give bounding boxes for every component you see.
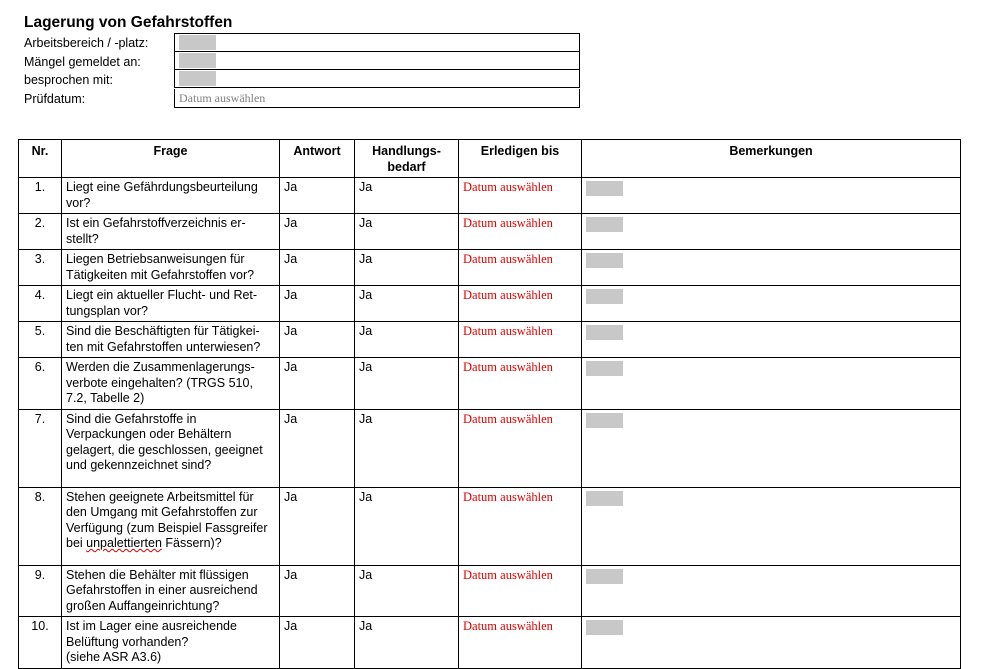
text-input-placeholder[interactable] [586,620,623,635]
remarks-field[interactable] [582,487,961,565]
question-text [62,487,280,565]
remarks-field[interactable] [582,250,961,286]
column-header-bemerkungen: Bemerkungen [582,140,961,178]
row-number: 3. [19,250,62,286]
row-number: 6. [19,358,62,410]
table-row [19,286,961,322]
row-number: 2. [19,214,62,250]
column-header-nr: Nr. [19,140,62,178]
table-header-row [19,140,961,178]
remarks-field[interactable] [582,322,961,358]
text-input-placeholder[interactable] [586,491,623,506]
due-date-picker[interactable]: Datum auswählen [459,178,582,214]
remarks-field[interactable] [582,178,961,214]
question-text-part: Stehen geeignete Arbeitsmittel für den Umgang mit Gefahrstoffen zur Verfügung (zum Beispiel Fassgreifer bei [66,489,268,550]
text-input-placeholder[interactable] [586,361,623,376]
row-number: 8. [19,487,62,565]
text-input-placeholder[interactable] [586,569,623,584]
remarks-field[interactable] [582,409,961,487]
text-input-placeholder[interactable] [586,289,623,304]
question-text: Liegen Betriebsanweisungen für Tätigkeiten mit Gefahrstoffen vor? [62,250,280,286]
answer-dropdown[interactable]: Ja [280,322,355,358]
due-date-picker[interactable]: Datum auswählen [459,617,582,669]
row-number: 4. [19,286,62,322]
action-needed-dropdown[interactable]: Ja [355,565,459,617]
table-row [19,250,961,286]
row-number: 1. [19,178,62,214]
column-header-frage: Frage [62,140,280,178]
answer-dropdown[interactable]: Ja [280,250,355,286]
remarks-field[interactable] [582,214,961,250]
text-input-placeholder[interactable] [586,413,623,428]
due-date-picker[interactable]: Datum auswählen [459,214,582,250]
table-row [19,487,961,565]
text-input-placeholder[interactable] [179,35,216,50]
due-date-picker[interactable]: Datum auswählen [459,487,582,565]
text-input-placeholder[interactable] [586,253,623,268]
due-date-picker[interactable]: Datum auswählen [459,409,582,487]
table-row [19,178,961,214]
label-pruefdatum: Prüfdatum: [24,92,86,106]
action-needed-dropdown[interactable]: Ja [355,286,459,322]
remarks-field[interactable] [582,358,961,410]
question-text: Sind die Beschäftigten für Tätigkei-ten mit Gefahrstoffen unterwiesen? [62,322,280,358]
question-text: Werden die Zusammenlagerungs-verbote eingehalten? (TRGS 510, 7.2, Tabelle 2) [62,358,280,410]
text-input-placeholder[interactable] [586,325,623,340]
question-text: Liegt eine Gefährdungsbeurteilung vor? [62,178,280,214]
arbeitsbereich-field[interactable] [174,33,580,52]
answer-dropdown[interactable]: Ja [280,487,355,565]
table-row [19,214,961,250]
spellcheck-flagged-word: unpalettierten [86,536,162,550]
action-needed-dropdown[interactable]: Ja [355,617,459,669]
column-header-handlungsbedarf: Handlungs- bedarf [355,140,459,178]
question-text-part: Fässern)? [161,536,222,550]
answer-dropdown[interactable]: Ja [280,358,355,410]
pruefdatum-date-picker[interactable] [174,89,580,108]
label-maengel-gemeldet: Mängel gemeldet an: [24,55,141,69]
answer-dropdown[interactable]: Ja [280,214,355,250]
text-input-placeholder[interactable] [586,181,623,196]
answer-dropdown[interactable]: Ja [280,617,355,669]
question-text: Ist ein Gefahrstoffverzeichnis er-stellt? [62,214,280,250]
question-text: Ist im Lager eine ausreichende Belüftung vorhanden? (siehe ASR A3.6) [62,617,280,669]
action-needed-dropdown[interactable]: Ja [355,358,459,410]
label-arbeitsbereich: Arbeitsbereich / -platz: [24,36,149,50]
remarks-field[interactable] [582,286,961,322]
text-input-placeholder[interactable] [586,217,623,232]
due-date-picker[interactable]: Datum auswählen [459,250,582,286]
remarks-field[interactable] [582,565,961,617]
answer-dropdown[interactable]: Ja [280,409,355,487]
row-number: 7. [19,409,62,487]
table-row [19,322,961,358]
label-besprochen-mit: besprochen mit: [24,73,113,87]
answer-dropdown[interactable]: Ja [280,565,355,617]
question-text: Liegt ein aktueller Flucht- und Ret-tungsplan vor? [62,286,280,322]
table-row [19,358,961,410]
column-header-antwort: Antwort [280,140,355,178]
action-needed-dropdown[interactable]: Ja [355,178,459,214]
action-needed-dropdown[interactable]: Ja [355,487,459,565]
remarks-field[interactable] [582,617,961,669]
table-row [19,565,961,617]
text-input-placeholder[interactable] [179,53,216,68]
due-date-picker[interactable]: Datum auswählen [459,322,582,358]
row-number: 10. [19,617,62,669]
checklist-table [18,139,961,669]
document-title: Lagerung von Gefahrstoffen [24,14,233,31]
row-number: 9. [19,565,62,617]
answer-dropdown[interactable]: Ja [280,286,355,322]
maengel-gemeldet-field[interactable] [174,52,580,70]
action-needed-dropdown[interactable]: Ja [355,409,459,487]
table-row [19,617,961,669]
question-text: Stehen die Behälter mit flüssigen Gefahrstoffen in einer ausreichend großen Auffangeinrichtung? [62,565,280,617]
besprochen-mit-field[interactable] [174,70,580,88]
date-placeholder[interactable]: Datum auswählen [179,91,266,105]
due-date-picker[interactable]: Datum auswählen [459,358,582,410]
text-input-placeholder[interactable] [179,71,216,86]
column-header-erledigen-bis: Erledigen bis [459,140,582,178]
action-needed-dropdown[interactable]: Ja [355,214,459,250]
due-date-picker[interactable]: Datum auswählen [459,565,582,617]
answer-dropdown[interactable]: Ja [280,178,355,214]
action-needed-dropdown[interactable]: Ja [355,250,459,286]
table-row [19,409,961,487]
action-needed-dropdown[interactable]: Ja [355,322,459,358]
row-number: 5. [19,322,62,358]
due-date-picker[interactable]: Datum auswählen [459,286,582,322]
question-text: Sind die Gefahrstoffe in Verpackungen oder Behältern gelagert, die geschlossen, geeignet und gekennzeichnet sind? [62,409,280,487]
